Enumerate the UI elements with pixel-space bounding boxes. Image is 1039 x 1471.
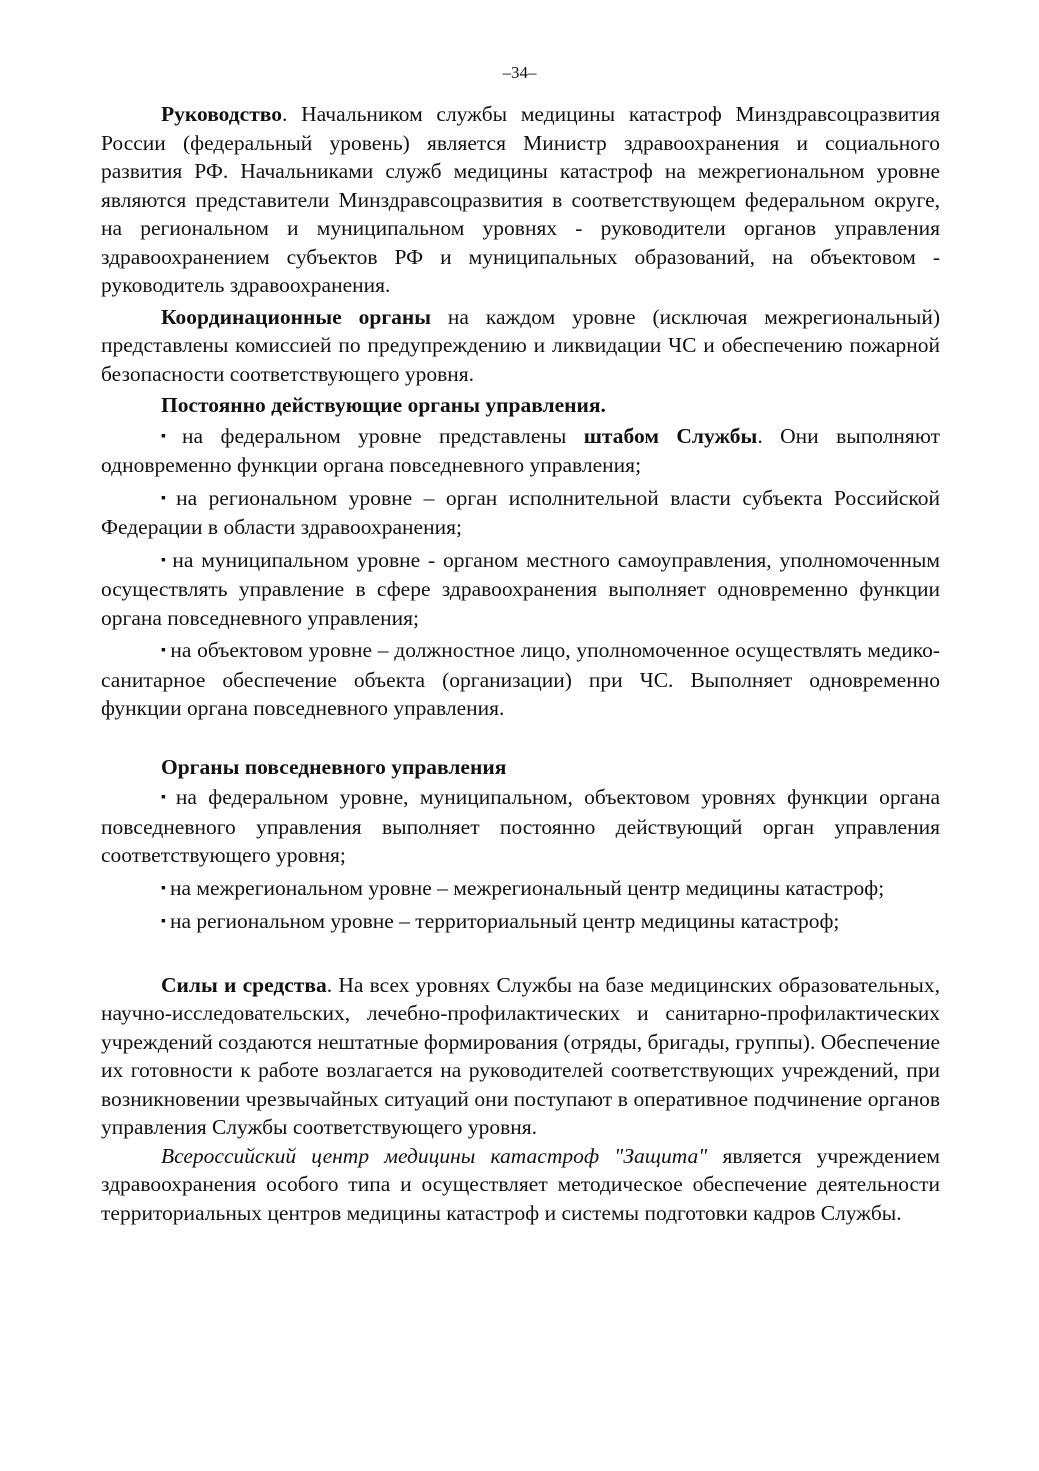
forces-and-means-text: . На всех уровнях Службы на базе медицинских образовательных, научно-исследовательских, лечебно-профилактических и санитарно-профилактических учреждений создаются нештатные формирования (отряды, бригады, группы). Обеспечение их готовности к работе возлагается на руководителей соответствующих учреждений, при возникновении чрезвычайных ситуаций они поступают в оперативное подчинение органов управления Службы соответствующего уровня. [101,972,940,1139]
term-zashchita-center: Всероссийский центр медицины катастроф "Защита" [161,1143,708,1168]
list-item [101,874,940,904]
paragraph-forces-and-means [101,971,940,1142]
bullet-marker-icon: ▪ [161,552,169,568]
list-item [101,422,940,480]
list-item [101,783,940,870]
bullet-marker-icon: ▪ [161,643,167,658]
bullet-marker-icon: ▪ [161,880,166,896]
list-item-text: на федеральном уровне представлены [182,423,584,448]
list-item [101,546,940,633]
paragraph-coordination-bodies [101,303,940,389]
term-coordination-bodies: Координационные органы [161,304,432,329]
list-item-text: на федеральном уровне, муниципальном, объектовом уровнях функции органа повседневного управления выполняет постоянно действующий орган управления соответствующего уровня; [101,785,940,867]
zashchita-center-text: является учреждением здравоохранения особого типа и осуществляет методическое обеспечение деятельности территориальных центров медицины катастроф и системы подготовки кадров Службы. [101,1143,940,1225]
list-item [101,636,940,723]
heading-daily-management-bodies: Органы повседневного управления [161,754,507,779]
list-item-text: на муниципальном уровне - органом местного самоуправления, уполномоченным осуществлять управление в сфере здравоохранения выполняет одновременно функции органа повседневного управления; [101,547,940,630]
paragraph-zashchita-center [101,1142,940,1228]
coordination-bodies-text: на каждом уровне (исключая межрегиональный) представлены комиссией по предупреждению и ликвидации ЧС и обеспечению пожарной безопасности соответствующего уровня. [101,304,940,386]
term-service-headquarters: штабом Службы [583,423,758,448]
spacer [101,727,940,751]
document-body [101,100,940,1230]
bullet-marker-icon: ▪ [161,914,166,929]
list-item [101,484,940,542]
list-item-text: . Они выполняют одновременно функции органа повседневного управления; [101,423,940,477]
leadership-text: . Начальником службы медицины катастроф Минздравсоцразвития России (федеральный уровень) является Министр здравоохранения и социального развития РФ. Начальниками служб медицины катастроф на межрегиональном уровне являются представители Минздравсоцразвития в соответствующем федеральном округе, на региональном и муниципальном уровнях - руководители органов управления здравоохранением субъектов РФ и муниципальных образований, на объектовом - руководитель здравоохранения. [101,102,940,297]
list-item-text: на межрегиональном уровне – межрегиональный центр медицины катастроф; [169,875,885,900]
list-item-text: на региональном уровне – территориальный центр медицины катастроф; [169,909,840,933]
term-leadership: Руководство [161,102,282,126]
list-item [101,907,940,937]
heading-permanent-bodies: Постоянно действующие органы управления. [161,393,606,417]
list-item-text: на объектовом уровне – должностное лицо, уполномоченное осуществлять медико-санитарное обеспечение объекта (организации) при ЧС. Выполняет одновременно функции органа повседневного управления. [101,638,940,720]
bullet-marker-icon: ▪ [161,428,179,444]
bullet-marker-icon: ▪ [161,790,172,805]
term-forces-and-means: Силы и средства [161,972,327,997]
spacer [101,941,940,971]
page-number: –34– [502,63,537,82]
list-item-text: на региональном уровне – орган исполнительной власти субъекта Российской Федерации в области здравоохранения; [101,485,940,539]
paragraph-leadership [101,100,940,300]
bullet-marker-icon: ▪ [161,490,173,506]
